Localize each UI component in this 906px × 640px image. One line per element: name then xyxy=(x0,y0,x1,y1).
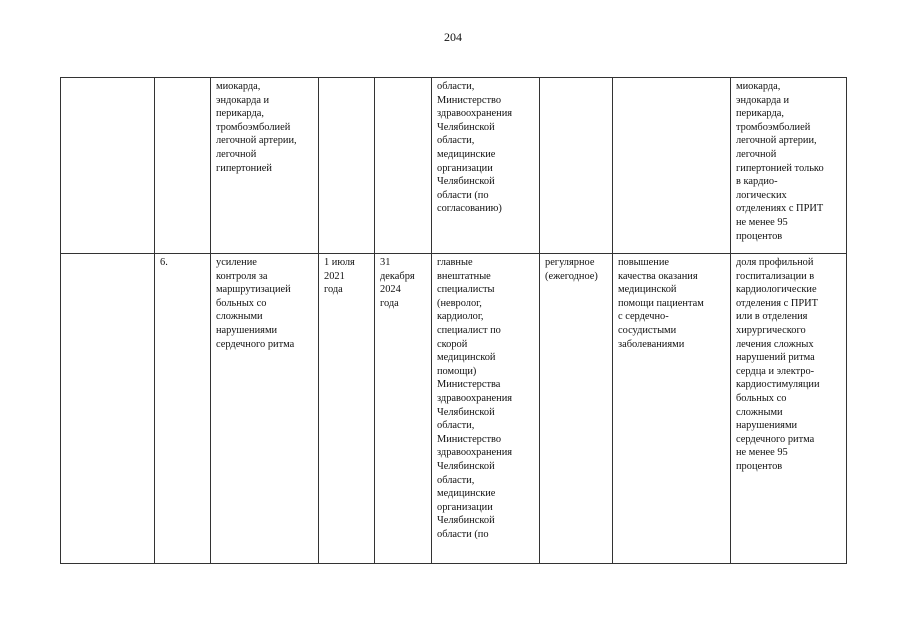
cell-indicator: доля профильной госпитализации в кардиологические отделения с ПРИТ или в отделения хирургического лечения сложных нарушений ритма сердца и электро- кардиостимуляции больных со сложными нарушениями сердечного ритма не менее 95 процентов xyxy=(731,254,847,564)
cell-end-date xyxy=(375,78,432,254)
cell-empty-left xyxy=(61,254,155,564)
cell-responsible: области, Министерство здравоохранения Челябинской области, медицинские организации Челябинской области (по согласованию) xyxy=(432,78,540,254)
measures-table xyxy=(60,77,847,564)
cell-periodicity xyxy=(540,78,613,254)
cell-responsible: главные внештатные специалисты (невролог, кардиолог, специалист по скорой медицинской помощи) Министерства здравоохранения Челябинской области, Министерство здравоохранения Челябинской области, медицинские организации Челябинской области (по xyxy=(432,254,540,564)
cell-start-date: 1 июля 2021 года xyxy=(319,254,375,564)
cell-start-date xyxy=(319,78,375,254)
cell-empty-left xyxy=(61,78,155,254)
cell-measure: миокарда, эндокарда и перикарда, тромбоэмболией легочной артерии, легочной гипертонией xyxy=(211,78,319,254)
table-row-continuation xyxy=(61,78,847,254)
cell-measure: усиление контроля за маршрутизацией больных со сложными нарушениями сердечного ритма xyxy=(211,254,319,564)
cell-end-date: 31 декабря 2024 года xyxy=(375,254,432,564)
cell-result: повышение качества оказания медицинской помощи пациентам с сердечно- сосудистыми заболеваниями xyxy=(613,254,731,564)
cell-number: 6. xyxy=(155,254,211,564)
cell-periodicity: регулярное (ежегодное) xyxy=(540,254,613,564)
cell-number xyxy=(155,78,211,254)
cell-result xyxy=(613,78,731,254)
cell-indicator: миокарда, эндокарда и перикарда, тромбоэмболией легочной артерии, легочной гипертонией только в кардио- логических отделениях с ПРИТ не менее 95 процентов xyxy=(731,78,847,254)
page-number: 204 xyxy=(444,30,462,44)
table-row-6 xyxy=(61,254,847,564)
